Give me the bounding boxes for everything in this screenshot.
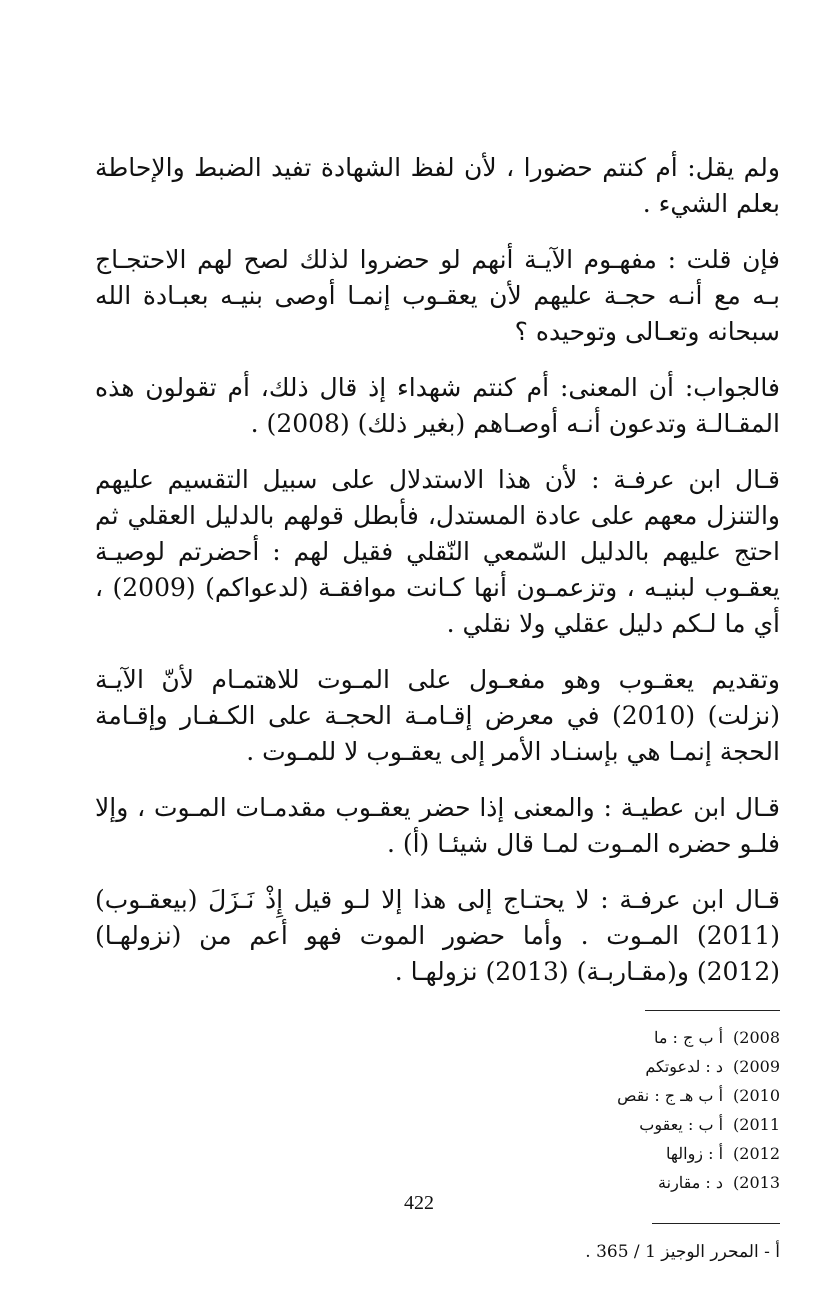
footnote-text: أ ب : يعقوب [639, 1115, 724, 1134]
footnote-number: 2009) [733, 1057, 780, 1076]
paragraph-7: قـال ابن عرفـة : لا يحتـاج إلى هذا إلا لـو قيل إِذْ نَـزَلَ (بيعقـوب) (2011) المـوت . وأما حضور الموت فهو أعم من (نزولهـا) (2012) و(مقـاربـة) (2013) نزولهـا . [95, 885, 780, 986]
side-note: أ - المحرر الوجيز 1 / 365 . [585, 1242, 780, 1262]
footnote-number: 2011) [733, 1115, 780, 1134]
paragraph-4: قـال ابن عرفـة : لأن هذا الاستدلال على سبيل التقسيم عليهم والتنزل معهم على عادة المستدل، فأبطل قولهم بالدليل العقلي ثم احتج عليهم بالدليل السّمعي النّقلي فقيل لهم : أحضرتم لوصيـة يعقـوب لبنيـه ، وتزعمـون أنها كـانت موافقـة (لدعواكم) (2009) ، أي ما لـكم دليل عقلي ولا نقلي . [95, 465, 780, 638]
footnotes-list [95, 1023, 780, 1197]
paragraph-3: فالجواب: أن المعنى: أم كنتم شهداء إذ قال ذلك، أم تقولون هذه المقـالـة وتدعون أنـه أوصـاهم (بغير ذلك) (2008) . [95, 373, 780, 438]
footnote-text: د : لدعوتكم [645, 1057, 724, 1076]
footnote-item [95, 1023, 780, 1052]
page-number: 422 [404, 1192, 434, 1214]
page-body [95, 150, 780, 1266]
side-note-divider [652, 1223, 780, 1224]
paragraph-2: فإن قلت : مفهـوم الآيـة أنهم لو حضروا لذلك لصح لهم الاحتجـاج بـه مع أنـه حجـة عليهم لأن يعقـوب إنمـا أوصى بنيـه بعبـادة الله سبحانه وتعـالى وتوحيده ؟ [95, 245, 780, 346]
footnote-text: أ ب ج : ما [654, 1028, 724, 1047]
paragraph-1: ولم يقل: أم كنتم حضورا ، لأن لفظ الشهادة تفيد الضبط والإحاطة بعلم الشيء . [95, 153, 780, 218]
footnote-item [95, 1052, 780, 1081]
paragraph-6: قـال ابن عطيـة : والمعنى إذا حضر يعقـوب مقدمـات المـوت ، وإلا فلـو حضره المـوت لمـا قال شيئـا (أ) . [95, 793, 780, 858]
footnote-text: أ : زوالها [666, 1144, 724, 1163]
footnote-item [95, 1081, 780, 1110]
footnote-divider [645, 1010, 780, 1011]
footnote-item [95, 1110, 780, 1139]
footnote-number: 2008) [733, 1028, 780, 1047]
footnote-number: 2012) [733, 1144, 780, 1163]
footnote-text: أ ب هـ ج : نقص [617, 1086, 724, 1105]
paragraph-5: وتقديم يعقـوب وهو مفعـول على المـوت للاهتمـام لأنّ الآيـة (نزلت) (2010) في معرض إقـامـة الحجـة على الكـفـار وإقـامة الحجة إنمـا هي بإسنـاد الأمر إلى يعقـوب لا للمـوت . [95, 665, 780, 766]
footnote-number: 2013) [733, 1173, 780, 1192]
footnote-text: د : مقارنة [658, 1173, 724, 1192]
footnote-item [95, 1139, 780, 1168]
footnote-number: 2010) [733, 1086, 780, 1105]
